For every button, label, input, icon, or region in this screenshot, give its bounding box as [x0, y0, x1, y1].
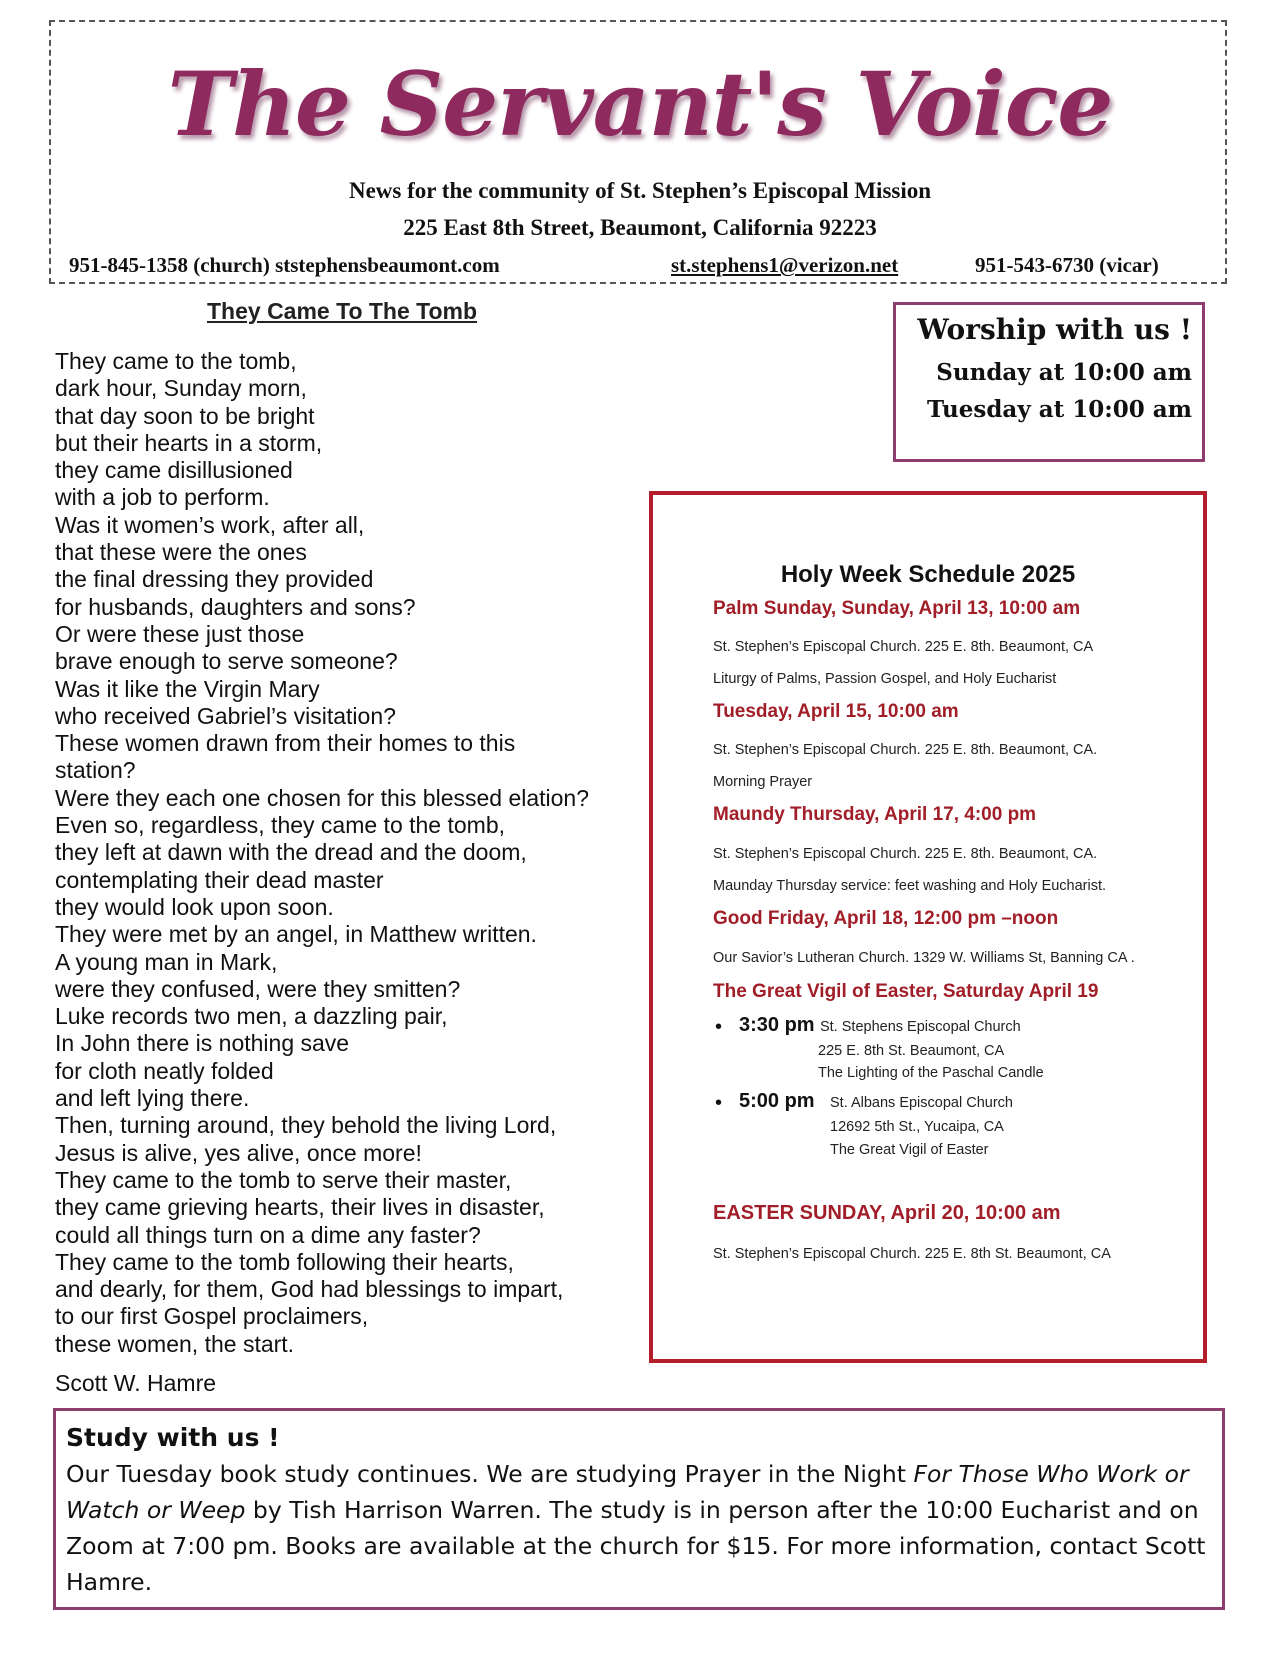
- poem-line: They came to the tomb,: [55, 348, 297, 374]
- study-box: [53, 1408, 1225, 1610]
- easter-location: St. Stephen’s Episcopal Church. 225 E. 8th St. Beaumont, CA: [713, 1246, 1111, 1262]
- poem-line: that day soon to be bright: [55, 402, 315, 429]
- poem-line: these women, the start.: [55, 1330, 295, 1357]
- palm-sunday-heading: Palm Sunday, Sunday, April 13, 10:00 am: [713, 598, 1081, 619]
- poem-line: but their hearts in a storm,: [55, 429, 323, 456]
- poem-line: They were met by an angel, in Matthew written.: [55, 921, 537, 948]
- poem-line: Was it women’s work, after all,: [55, 511, 365, 538]
- poem-body: [55, 348, 655, 1358]
- vigil-heading: The Great Vigil of Easter, Saturday April 19: [713, 981, 1099, 1002]
- poem-line: they left at dawn with the dread and the doom,: [55, 839, 527, 866]
- worship-heading: Worship with us !: [917, 313, 1192, 346]
- poem-line: These women drawn from their homes to this: [55, 730, 516, 757]
- address: 225 East 8th Street, Beaumont, California 92223: [403, 215, 877, 240]
- poem-author: Scott W. Hamre: [55, 1370, 217, 1396]
- poem-line: station?: [55, 757, 136, 784]
- palm-sunday-service: Liturgy of Palms, Passion Gospel, and Holy Eucharist: [713, 671, 1057, 687]
- vicar-phone: 951-543-6730 (vicar): [975, 253, 1159, 277]
- church-phone-website: 951-845-1358 (church) ststephensbeaumont.com: [69, 253, 500, 277]
- poem-line: Even so, regardless, they came to the tomb,: [55, 812, 506, 839]
- study-text-part2: by Tish Harrison Warren. The study is in person after the 10:00 Eucharist and on Zoom at 7:00 pm. Books are available at the church for $15. For more information, contact Scott Hamre.: [66, 1496, 1206, 1596]
- vigil-note-1: The Lighting of the Paschal Candle: [818, 1065, 1044, 1081]
- vigil-place-2: St. Albans Episcopal Church: [830, 1095, 1013, 1111]
- poem-line: Luke records two men, a dazzling pair,: [55, 1003, 448, 1030]
- study-text: [66, 1456, 1212, 1600]
- vigil-address-2: 12692 5th St., Yucaipa, CA: [830, 1119, 1004, 1135]
- poem-line: with a job to perform.: [55, 484, 270, 511]
- poem-line: They came to the tomb following their hearts,: [55, 1248, 514, 1275]
- poem-line: the final dressing they provided: [55, 566, 374, 593]
- poem-title: They Came To The Tomb: [207, 298, 478, 324]
- poem-line: for husbands, daughters and sons?: [55, 593, 416, 620]
- vigil-address-1: 225 E. 8th St. Beaumont, CA: [818, 1043, 1005, 1059]
- worship-tuesday: Tuesday at 10:00 am: [927, 396, 1192, 423]
- poem-line: contemplating their dead master: [55, 866, 384, 893]
- poem-line: Were they each one chosen for this blessed elation?: [55, 784, 590, 811]
- tuesday-location: St. Stephen’s Episcopal Church. 225 E. 8th. Beaumont, CA.: [713, 742, 1098, 758]
- study-text-part1: Our Tuesday book study continues. We are studying Prayer in the Night: [66, 1460, 914, 1488]
- poem-line: they came grieving hearts, their lives in disaster,: [55, 1194, 545, 1221]
- poem-line: they would look upon soon.: [55, 893, 334, 920]
- poem-line: could all things turn on a dime any faster?: [55, 1221, 481, 1248]
- poem-line: they came disillusioned: [55, 457, 293, 484]
- palm-sunday-location: St. Stephen’s Episcopal Church. 225 E. 8th. Beaumont, CA: [713, 639, 1094, 655]
- good-friday-heading: Good Friday, April 18, 12:00 pm –noon: [713, 908, 1059, 929]
- maundy-thursday-service: Maunday Thursday service: feet washing and Holy Eucharist.: [713, 878, 1107, 894]
- poem-line: and dearly, for them, God had blessings to impart,: [55, 1276, 564, 1303]
- easter-heading: EASTER SUNDAY, April 20, 10:00 am: [713, 1202, 1061, 1224]
- poem-line: that these were the ones: [55, 539, 307, 566]
- maundy-thursday-location: St. Stephen’s Episcopal Church. 225 E. 8th. Beaumont, CA.: [713, 846, 1098, 862]
- bullet-icon: •: [715, 1016, 723, 1038]
- worship-box: [893, 302, 1205, 462]
- poem-line: to our first Gospel proclaimers,: [55, 1303, 369, 1330]
- maundy-thursday-heading: Maundy Thursday, April 17, 4:00 pm: [713, 804, 1037, 825]
- tuesday-heading: Tuesday, April 15, 10:00 am: [713, 701, 959, 722]
- poem-line: A young man in Mark,: [55, 948, 278, 975]
- holy-week-title: Holy Week Schedule 2025: [780, 561, 1076, 588]
- poem-line: Or were these just those: [55, 620, 305, 647]
- worship-sunday: Sunday at 10:00 am: [936, 359, 1192, 386]
- poem-line: In John there is nothing save: [55, 1030, 350, 1057]
- bullet-icon: •: [715, 1092, 723, 1114]
- vigil-place-1: St. Stephens Episcopal Church: [820, 1019, 1021, 1035]
- vigil-time-1: 3:30 pm: [739, 1014, 815, 1036]
- poem-line: who received Gabriel’s visitation?: [55, 702, 396, 729]
- poem-line: for cloth neatly folded: [55, 1057, 274, 1084]
- good-friday-location: Our Savior’s Lutheran Church. 1329 W. Williams St, Banning CA .: [713, 950, 1135, 966]
- vigil-time-2: 5:00 pm: [739, 1090, 815, 1112]
- poem-line: Jesus is alive, yes alive, once more!: [55, 1139, 422, 1166]
- newsletter-title: The Servant's Voice: [167, 52, 1113, 156]
- poem-line: brave enough to serve someone?: [55, 648, 398, 675]
- email-link[interactable]: st.stephens1@verizon.net: [671, 253, 899, 277]
- holy-week-box: [649, 491, 1207, 1363]
- vigil-note-2: The Great Vigil of Easter: [830, 1142, 989, 1158]
- study-heading: Study with us !: [66, 1423, 280, 1452]
- poem-line: were they confused, were they smitten?: [55, 975, 461, 1002]
- poem-line: They came to the tomb to serve their master,: [55, 1166, 512, 1193]
- study-book-title: For Those Who Work or Watch or Weep: [66, 1460, 1189, 1524]
- masthead: [49, 20, 1227, 284]
- poem-line: Then, turning around, they behold the living Lord,: [55, 1112, 557, 1139]
- tuesday-service: Morning Prayer: [713, 774, 813, 790]
- poem-line: dark hour, Sunday morn,: [55, 375, 307, 402]
- tagline: News for the community of St. Stephen’s Episcopal Mission: [348, 178, 932, 203]
- poem-line: and left lying there.: [55, 1085, 250, 1112]
- poem-line: Was it like the Virgin Mary: [55, 675, 320, 702]
